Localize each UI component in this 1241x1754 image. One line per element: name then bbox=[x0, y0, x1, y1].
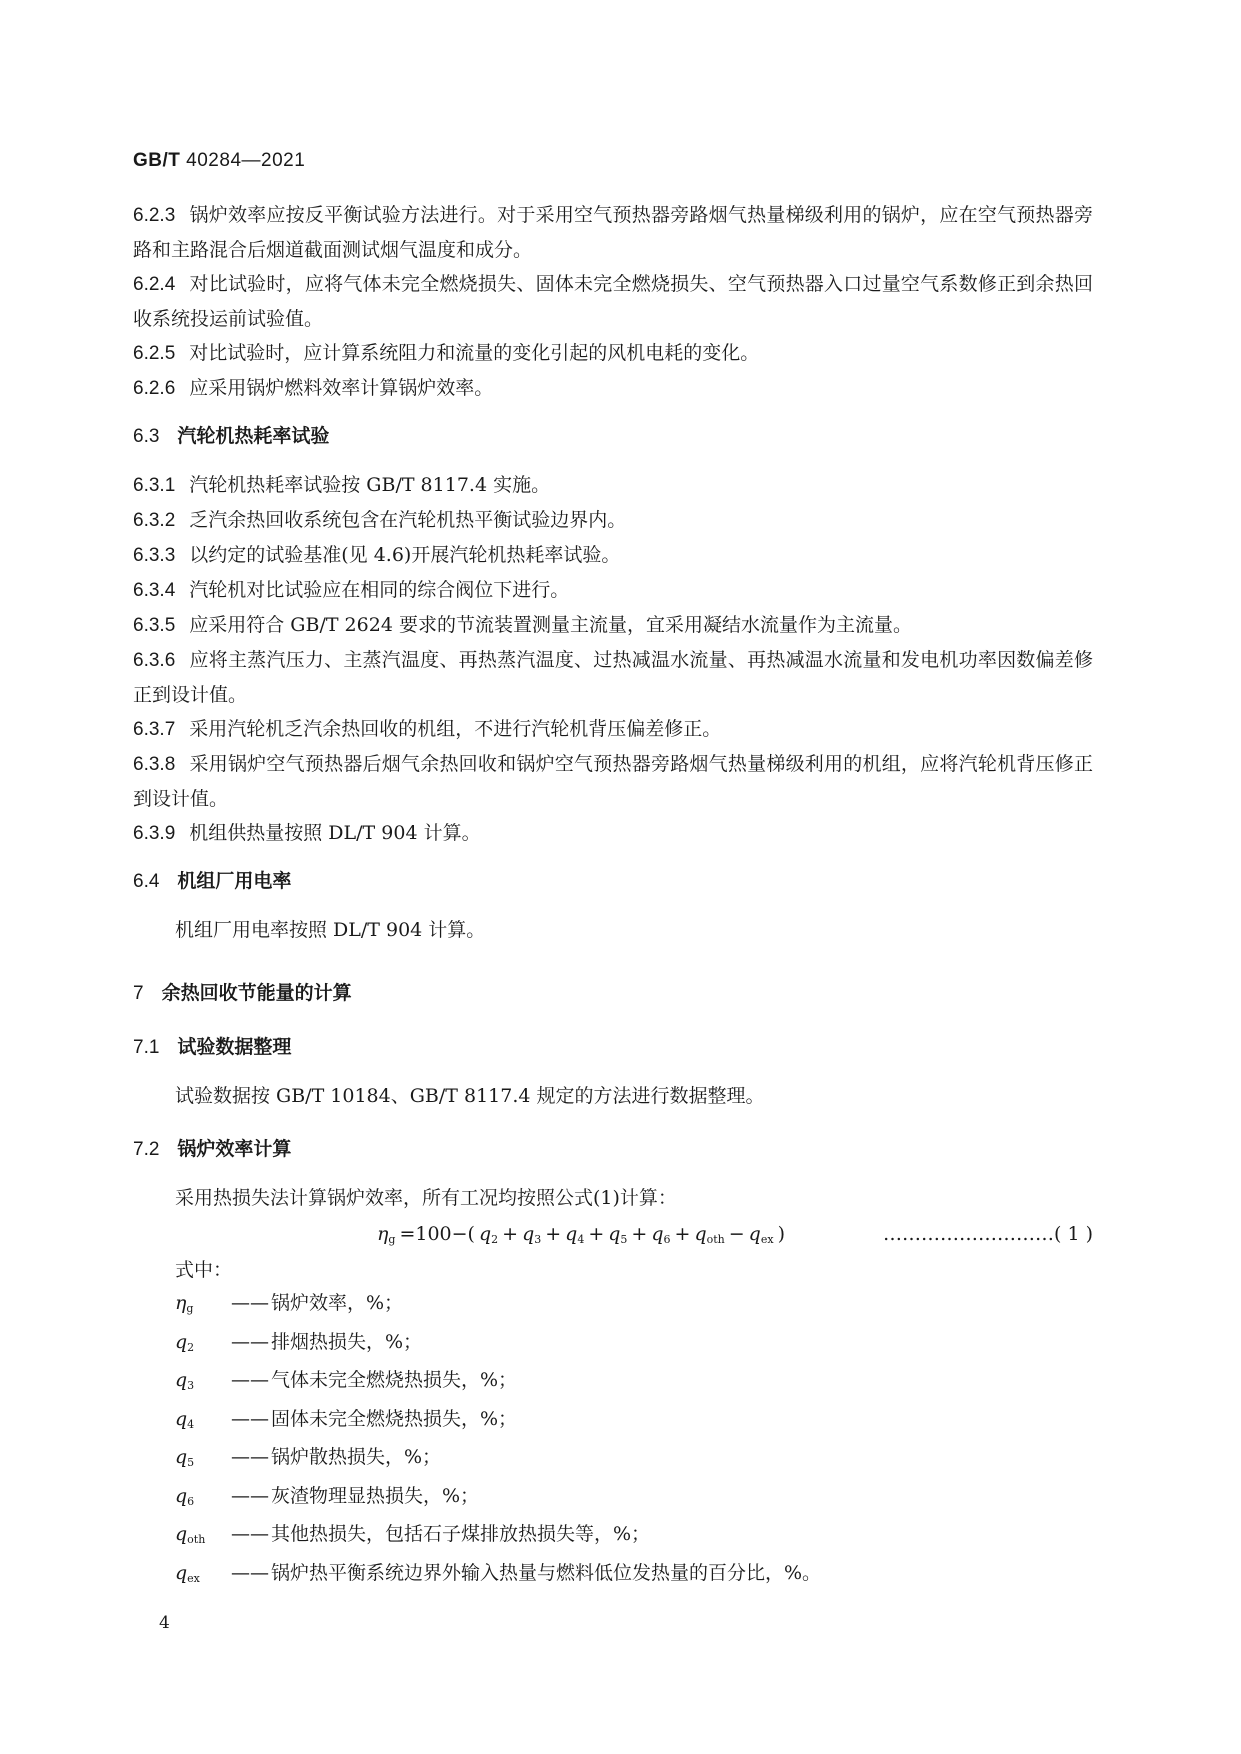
clause-6-3-1: 6.3.1 汽轮机热耗率试验按 GB/T 8117.4 实施。 bbox=[133, 474, 551, 496]
clause-6-2-5: 6.2.5 对比试验时，应计算系统阻力和流量的变化引起的风机电耗的变化。 bbox=[133, 342, 760, 364]
symbol-row: $q_5$ —— 锅炉散热损失，%； bbox=[175, 1446, 442, 1469]
section-7-2-intro: 采用热损失法计算锅炉效率，所有工况均按照公式(1)计算： bbox=[175, 1187, 677, 1209]
symbol-row: $q_{ex}$ —— 锅炉热平衡系统边界外输入热量与燃料低位发热量的百分比，%。 bbox=[175, 1561, 822, 1585]
clause-6-2-6: 6.2.6 应采用锅炉燃料效率计算锅炉效率。 bbox=[133, 377, 494, 399]
clause-6-3-8: 6.3.8 采用锅炉空气预热器后烟气余热回收和锅炉空气预热器旁路烟气热量梯级利用的机组，应将汽轮机背压修正到设计值。 bbox=[133, 753, 1093, 810]
clause-6-3-9: 6.3.9 机组供热量按照 DL/T 904 计算。 bbox=[133, 822, 481, 844]
clause-6-3-2: 6.3.2 乏汽余热回收系统包含在汽轮机热平衡试验边界内。 bbox=[133, 509, 627, 531]
symbol-row: $q_6$ —— 灰渣物理显热损失，%； bbox=[175, 1484, 480, 1508]
clause-6-2-4: 6.2.4 对比试验时，应将气体未完全燃烧损失、固体未完全燃烧损失、空气预热器入口过量空气系数修正到余热回收系统投运前试验值。 bbox=[133, 273, 1093, 330]
page-body bbox=[133, 198, 1093, 1595]
symbol-row: $q_3$ —— 气体未完全燃烧热损失，%； bbox=[175, 1369, 518, 1392]
section-6-3-heading: 6.3 汽轮机热耗率试验 bbox=[133, 426, 330, 447]
formula-expression: $\eta_g =100-$( $q_2 + q_3 + q_4 + q_5 + q_6 + q_{oth} - q_{ex}$ ) bbox=[377, 1223, 785, 1246]
symbol-row: $q_2$ —— 排烟热损失，%； bbox=[175, 1330, 423, 1354]
symbol-row: $\eta_g$ —— 锅炉效率，%； bbox=[175, 1292, 404, 1315]
standard-code: GB/T bbox=[133, 150, 181, 171]
document-header bbox=[133, 150, 305, 172]
clause-6-3-6: 6.3.6 应将主蒸汽压力、主蒸汽温度、再热蒸汽温度、过热减温水流量、再热减温水流量和发电机功率因数偏差修正到设计值。 bbox=[133, 649, 1093, 706]
section-6-4-heading: 6.4 机组厂用电率 bbox=[133, 871, 292, 892]
symbol-list bbox=[133, 1287, 1093, 1595]
page-number: 4 bbox=[159, 1613, 170, 1633]
formula-1 bbox=[133, 1215, 1093, 1253]
where-label: 式中： bbox=[175, 1259, 233, 1281]
symbol-row: $q_{oth}$ —— 其他热损失，包括石子煤排放热损失等，%； bbox=[175, 1523, 651, 1546]
clause-6-3-4: 6.3.4 汽轮机对比试验应在相同的综合阀位下进行。 bbox=[133, 579, 570, 601]
section-7-1-heading: 7.1 试验数据整理 bbox=[133, 1037, 292, 1058]
section-7-2-heading: 7.2 锅炉效率计算 bbox=[133, 1139, 292, 1160]
formula-number: ………………………( 1 ) bbox=[883, 1223, 1093, 1245]
clause-6-3-3: 6.3.3 以约定的试验基准(见 4.6)开展汽轮机热耗率试验。 bbox=[133, 544, 621, 566]
clause-6-2-3: 6.2.3 锅炉效率应按反平衡试验方法进行。对于采用空气预热器旁路烟气热量梯级利用的锅炉，应在空气预热器旁路和主路混合后烟道截面测试烟气温度和成分。 bbox=[133, 204, 1093, 261]
chapter-7-heading: 7 余热回收节能量的计算 bbox=[133, 983, 352, 1004]
standard-number: 40284—2021 bbox=[186, 150, 306, 171]
clause-6-3-7: 6.3.7 采用汽轮机乏汽余热回收的机组，不进行汽轮机背压偏差修正。 bbox=[133, 718, 722, 740]
symbol-row: $q_4$ —— 固体未完全燃烧热损失，%； bbox=[175, 1407, 518, 1431]
clause-6-3-5: 6.3.5 应采用符合 GB/T 2624 要求的节流装置测量主流量，宜采用凝结水流量作为主流量。 bbox=[133, 614, 912, 636]
section-7-1-text: 试验数据按 GB/T 10184、GB/T 8117.4 规定的方法进行数据整理。 bbox=[175, 1085, 765, 1107]
section-6-4-text: 机组厂用电率按照 DL/T 904 计算。 bbox=[175, 919, 486, 941]
